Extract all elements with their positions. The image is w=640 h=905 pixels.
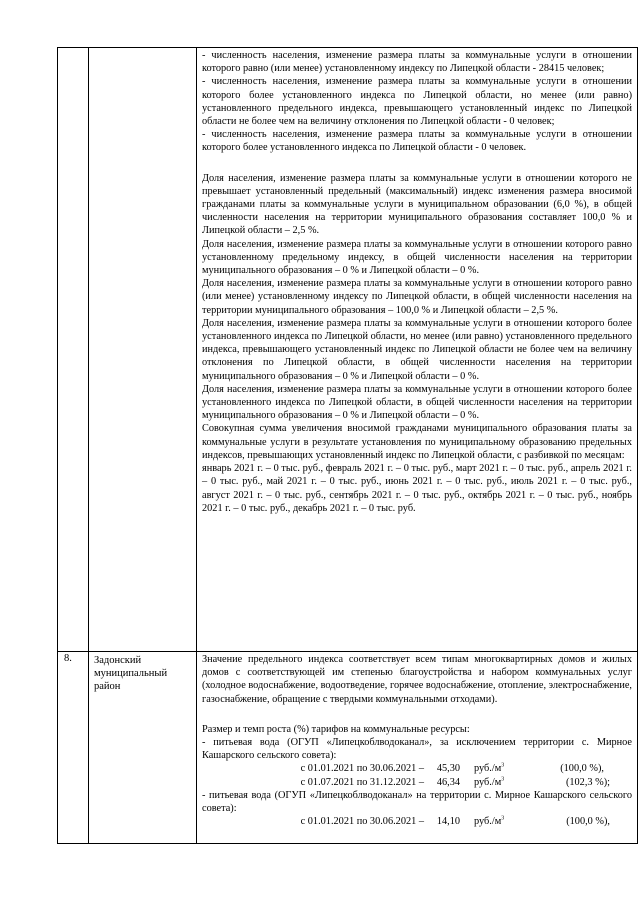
paragraph: - численность населения, изменение размера платы за коммунальные услуги в отношении которого равно (или менее) установленному индексу по Липецкой области - 28415 человек; bbox=[202, 50, 632, 75]
row-number-cell: 8. bbox=[58, 652, 89, 844]
tariff-value: 45,30 bbox=[436, 763, 460, 775]
tariff-item: - питьевая вода (ОГУП «Липецкоблводоканал» на территории с. Мирное Кашарского сельского совета): bbox=[202, 789, 632, 815]
tariff-unit bbox=[460, 776, 534, 789]
tariff-unit-text: руб./м bbox=[474, 776, 502, 788]
tariff-percent: (100,0 %), bbox=[566, 816, 610, 828]
paragraph: - численность населения, изменение размера платы за коммунальные услуги в отношении которого более установленного индекса по Липецкой области, но менее (или равно) установленного предельного индекса, превышающего установленный индекс по Липецкой области не более чем на величину отклонения по Липецкой области - 0 человек; bbox=[202, 76, 632, 128]
tariff-unit-text: руб./м bbox=[474, 816, 502, 828]
paragraph: Совокупная сумма увеличения вносимой гражданами муниципального образования платы за коммунальные услуги в результате установления по муниципальному образованию предельных индексов, превышающих установленный индекс по Липецкой области, с разбивкой по месяцам: bbox=[202, 423, 632, 461]
tariff-unit bbox=[460, 762, 534, 775]
unit-power: 3 bbox=[501, 776, 505, 783]
unit-power: 3 bbox=[501, 815, 505, 822]
document-table bbox=[57, 47, 638, 844]
tariff-percent: (102,3 %); bbox=[565, 776, 610, 788]
row-number-cell bbox=[58, 48, 89, 652]
tariff-value: 46,34 bbox=[436, 776, 460, 788]
district-cell: Задонский муниципальный район bbox=[89, 652, 197, 844]
tariff-unit bbox=[460, 815, 534, 828]
tariff-period: с 01.01.2021 по 30.06.2021 – bbox=[300, 763, 424, 775]
unit-power: 3 bbox=[501, 763, 505, 769]
tariff-heading: Размер и темп роста (%) тарифов на коммунальные ресурсы: bbox=[202, 723, 470, 735]
tariff-value: 14,10 bbox=[436, 816, 460, 828]
table-row bbox=[58, 652, 638, 844]
row-content-cell bbox=[197, 652, 638, 844]
paragraph: Доля населения, изменение размера платы за коммунальные услуги в отношении которого равно установленному предельному индексу, в общей численности населения на территории муниципального образования – 0 % и Липецкой области – 0 %. bbox=[202, 238, 632, 277]
paragraph: Доля населения, изменение размера платы за коммунальные услуги в отношении которого равно (или менее) установленному индексу по Липецкой области, в общей численности населения на территории муниципального образования – 100,0 % и Липецкой области – 2,5 %. bbox=[202, 278, 632, 316]
tariff-item: - питьевая вода (ОГУП «Липецкоблводоканал», за исключением территории с. Мирное Кашарского сельского совета): bbox=[202, 737, 632, 762]
tariff-unit-text: руб./м bbox=[474, 763, 502, 775]
tariff-percent: (100,0 %), bbox=[560, 763, 604, 775]
tariff-period: с 01.07.2021 по 31.12.2021 – bbox=[300, 776, 424, 788]
row-content-cell bbox=[197, 48, 638, 652]
tariff-period: с 01.01.2021 по 30.06.2021 – bbox=[300, 816, 424, 828]
table-row bbox=[58, 48, 638, 652]
paragraph: Доля населения, изменение размера платы за коммунальные услуги в отношении которого более установленного индекса по Липецкой области, в общей численности населения на территории муниципального образования – 0 % и Липецкой области – 0 %. bbox=[202, 383, 632, 422]
tariff-line bbox=[202, 815, 632, 828]
paragraph: Доля населения, изменение размера платы за коммунальные услуги в отношении которого не превышает установленный предельный (максимальный) индекс изменения размера вносимой гражданами платы за коммунальные услуги в муниципальном образовании (6,0 %), в общей численности населения на территории муниципального образования составляет 100,0 % и Липецкой области – 2,5 %. bbox=[202, 172, 632, 237]
paragraph: Значение предельного индекса соответствует всем типам многоквартирных домов и жилых домов с соответствующей им степенью благоустройства и набором коммунальных услуг (холодное водоснабжение, водоотведение, горячее водоснабжение, отопление, электроснабжение, газоснабжение, обращение с твердыми коммунальными отходами). bbox=[202, 654, 632, 705]
paragraph-gap bbox=[202, 706, 632, 723]
tariff-line bbox=[202, 762, 632, 775]
paragraph: - численность населения, изменение размера платы за коммунальные услуги в отношении которого более установленного индекса по Липецкой области - 0 человек. bbox=[202, 129, 632, 154]
paragraph: Доля населения, изменение размера платы за коммунальные услуги в отношении которого более установленного индекса по Липецкой области, но менее (или равно) установленного предельного индекса, превышающего установленный индекс по Липецкой области не более чем на величину отклонения по Липецкой области, в общей численности населения на территории муниципального образования – 0 % и Липецкой области – 0 %. bbox=[202, 317, 632, 382]
district-cell bbox=[89, 48, 197, 652]
paragraph-gap bbox=[202, 155, 632, 172]
tariff-line bbox=[202, 776, 632, 789]
paragraph: январь 2021 г. – 0 тыс. руб., февраль 2021 г. – 0 тыс. руб., март 2021 г. – 0 тыс. руб., апрель 2021 г. – 0 тыс. руб., май 2021 г. – 0 тыс. руб., июнь 2021 г. – 0 тыс. руб., июль 2021 г. – 0 тыс. руб., август 2021 г. – 0 тыс. руб., сентябрь 2021 г. – 0 тыс. руб., октябрь 2021 г. – 0 тыс. руб., ноябрь 2021 г. – 0 тыс. руб., декабрь 2021 г. – 0 тыс. руб. bbox=[202, 463, 632, 514]
